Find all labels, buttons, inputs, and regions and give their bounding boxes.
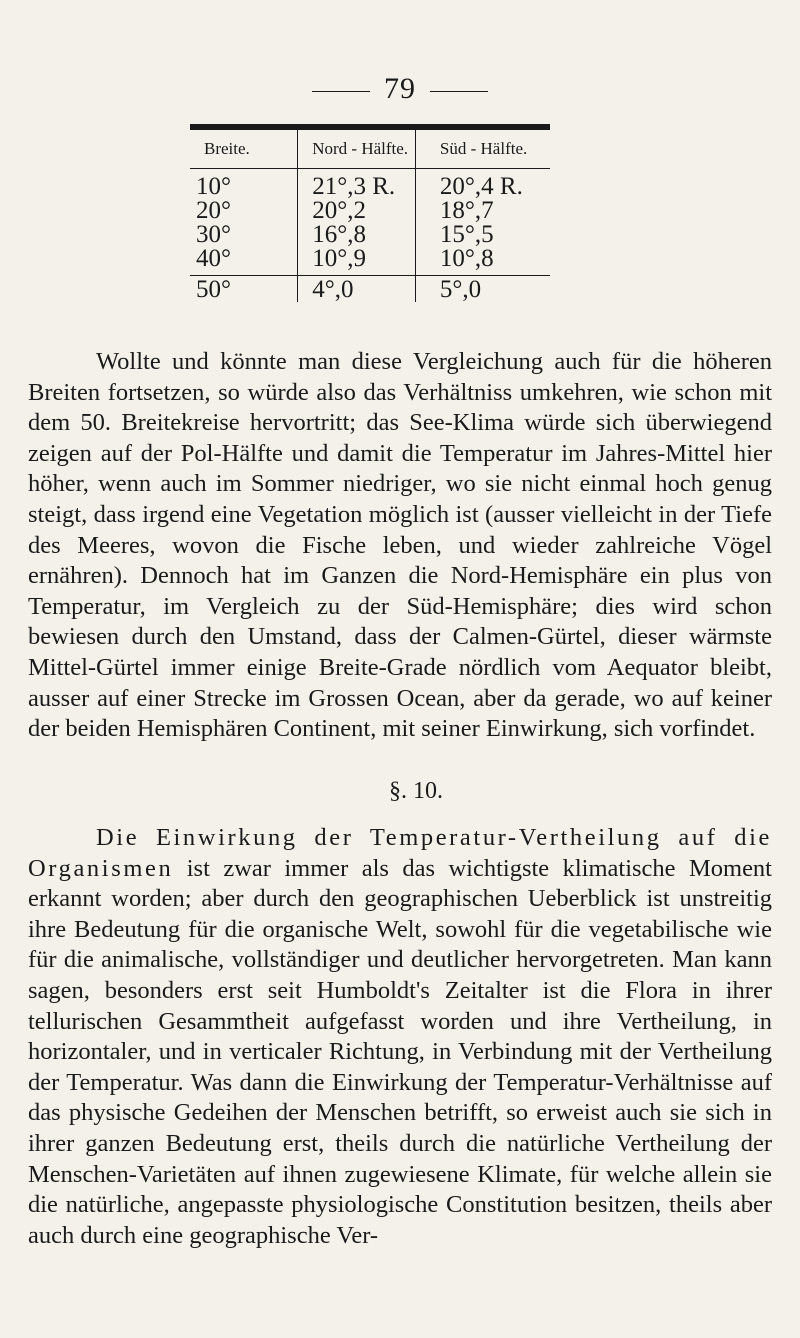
cell-breite: 30° xyxy=(196,221,231,248)
page-number xyxy=(0,72,800,106)
page-number-right-rule xyxy=(430,91,488,92)
page-number-text: 79 xyxy=(384,72,416,105)
cell-breite: 20° xyxy=(196,197,231,224)
temperature-table-grid xyxy=(190,130,550,302)
cell-sued: 20°,4 R. xyxy=(415,169,550,200)
table-header-row xyxy=(190,130,550,169)
cell-nord: 16°,8 xyxy=(298,223,416,247)
temperature-table xyxy=(190,124,550,302)
body-paragraph-1: Wollte und könnte man diese Vergleichung auch für die höheren Breiten fortsetzen, so würde also das Verhältniss umkehren, wie schon mit dem 50. Breitekreise hervortritt; das See-Klima würde sich überwiegend zeigen auf der Pol-Hälfte und damit die Temperatur im Jahres-Mittel hier höher, wenn auch im Sommer niedriger, wo sie nicht einmal hoch genug steigt, dass irgend eine Vegetation möglich ist (ausser vielleicht in der Tiefe des Meeres, wovon die Fische leben, und wieder zahlreiche Vögel ernähren). Dennoch hat im Ganzen die Nord-Hemisphäre ein plus von Temperatur, im Vergleich zu der Süd-Hemisphäre; dies wird schon bewiesen durch den Umstand, dass der Calmen-Gürtel, dieser wärmste Mittel-Gürtel immer einige Breite-Grade nördlich vom Aequator bleibt, ausser auf einer Strecke im Grossen Ocean, aber da gerade, wo auf keiner der beiden Hemisphären Continent, mit seiner Einwirkung, sich vorfindet. xyxy=(28,348,772,743)
page-number-left-rule xyxy=(312,91,370,92)
body-paragraph-2 xyxy=(28,823,772,1251)
cell-nord: 20°,2 xyxy=(298,199,416,223)
cell-nord: 21°,3 R. xyxy=(298,169,416,200)
header-sued-haelfte: Süd - Hälfte. xyxy=(415,130,550,169)
cell-breite: 50° xyxy=(190,276,298,303)
table-row xyxy=(190,223,550,247)
header-nord-haelfte: Nord - Hälfte. xyxy=(298,130,416,169)
header-breite: Breite. xyxy=(204,139,250,158)
table-row xyxy=(190,199,550,223)
table-row xyxy=(190,247,550,276)
emphasis-spaced-text: Die Einwirkung der Temperatur-Vertheilung auf die Organismen xyxy=(28,824,772,882)
cell-sued: 10°,8 xyxy=(415,247,550,276)
cell-breite: 10° xyxy=(196,173,231,200)
cell-nord: 4°,0 xyxy=(298,276,416,303)
cell-breite: 40° xyxy=(196,245,231,272)
cell-sued: 18°,7 xyxy=(415,199,550,223)
table-row xyxy=(190,276,550,303)
table-row xyxy=(190,169,550,200)
cell-nord: 10°,9 xyxy=(298,247,416,276)
cell-sued: 15°,5 xyxy=(415,223,550,247)
paragraph-2-text: ist zwar immer als das wichtigste klimatische Moment erkannt worden; aber durch den geographischen Ueberblick ist unstreitig ihre Bedeutung für die organische Welt, sowohl für die vegetabilische wie für die animalische, vollständiger und deutlicher hervorgetreten. Man kann sagen, besonders erst seit Humboldt's Zeitalter ist die Flora in ihrer tellurischen Gesammtheit aufgefasst worden und ihre Vertheilung, in horizontaler, und in verticaler Richtung, in Verbindung mit der Vertheilung der Temperatur. Was dann die Einwirkung der Temperatur-Verhältnisse auf das physische Gedeihen der Menschen betrifft, so erweist auch sie sich in ihrer ganzen Bedeutung erst, theils durch die natürliche Vertheilung der Menschen-Varietäten auf ihnen zugewiesene Klimate, für welche allein sie die natürliche, angepasste physiologische Constitution besitzen, theils aber auch durch eine geographische Ver- xyxy=(28,854,772,1249)
section-heading: §. 10. xyxy=(389,778,443,804)
cell-sued: 5°,0 xyxy=(415,276,550,303)
